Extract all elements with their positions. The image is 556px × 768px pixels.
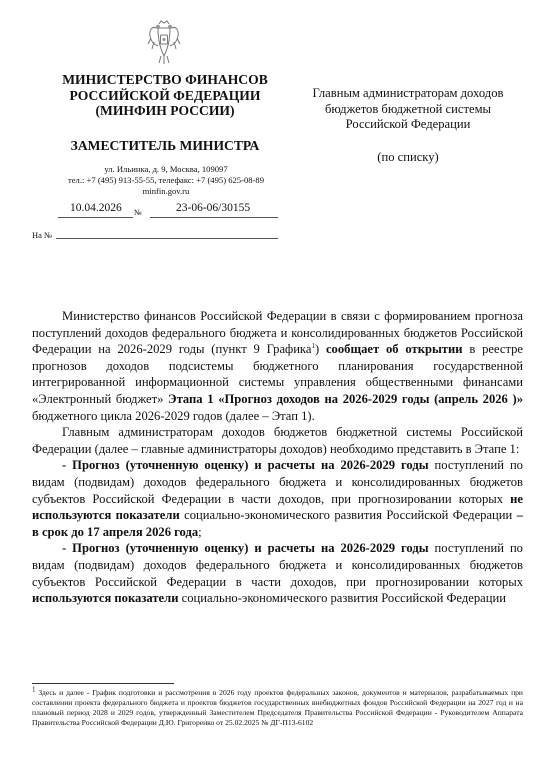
ministry-website: minfin.gov.ru	[142, 186, 190, 196]
addressee-line2: бюджетов бюджетной системы	[324, 101, 492, 116]
p4-text-1: поступлений по видам (подвидам) доходов федерального бюджета и консолидированных бюджетов субъектов Российской Федерации в части доходов, при прогнозировании которых	[32, 541, 523, 589]
by-list-note: (по списку)	[377, 150, 439, 164]
addressee-block	[298, 86, 518, 133]
p4-bold-1: - Прогноз (уточненную оценку) и расчеты на 2026-2029 годы	[62, 541, 429, 556]
ministry-name	[40, 72, 290, 119]
p3-text-3: ;	[198, 524, 202, 539]
p4-bold-2: используются показатели	[32, 591, 179, 606]
deputy-minister-title: ЗАМЕСТИТЕЛЬ МИНИСТРА	[70, 138, 260, 153]
p1-text-3: в реестре прогнозов доходов подсистемы бюджетного планирования государственной интегрированной информационной системы управления общественными финансами «Электронный бюджет»	[32, 342, 524, 406]
p3-bold-3: – в срок до 17 апреля 2026 года	[32, 508, 523, 539]
footnote	[32, 685, 523, 728]
p3-bold-2: не используются показатели	[32, 491, 523, 523]
registration-number-label: №	[134, 208, 142, 217]
footnote-mark: 1	[32, 685, 36, 694]
body-paragraph-3	[32, 457, 523, 540]
ministry-name-line3: (МИНФИН РОССИИ)	[95, 103, 235, 118]
addressee-line1: Главным администраторам доходов	[312, 86, 504, 100]
registration-date: 10.04.2026	[70, 202, 122, 214]
p1-text-4: бюджетного цикла 2026-2029 годов (далее – Этап 1).	[32, 408, 315, 423]
letter-body	[32, 308, 523, 607]
ministry-name-line1: МИНИСТЕРСТВО ФИНАНСОВ	[62, 72, 268, 87]
p1-text-2: )	[314, 342, 326, 357]
date-underline	[58, 217, 133, 218]
p3-text-2: социально-экономического развития Российской Федерации	[179, 508, 517, 523]
p4-text-2: социально-экономического развития Российской Федерации	[178, 591, 506, 606]
p1-bold-2: Этапа 1 «Прогноз доходов на 2026-2029 годы (апрель 2026 )»	[168, 391, 523, 406]
body-paragraph-1	[32, 308, 523, 424]
p1-bold-1: сообщает об открытии	[325, 342, 463, 357]
number-underline	[150, 217, 278, 218]
reference-underline	[56, 238, 278, 239]
addressee-line3: Российской Федерации	[345, 117, 471, 131]
registration-number: 23-06-06/30155	[176, 202, 251, 214]
footnote-text: Здесь и далее - График подготовки и рассмотрения в 2026 году проектов федеральных законов, документов и материалов, разрабатываемых при составлении проекта федерального бюджета и проектов бюджетов государственных внебюджетных фондов Российской Федерации на 2027 год и на плановый период 2028 и 2029 годов, утвержденный Заместителем Председателя Правительства Российской Федерации - Руководителем Аппарата Правительства Российской Федерации Д.Ю. Григоренко от 25.02.2025 № ДГ-П13-6102	[32, 688, 523, 727]
p1-text-1: Министерство финансов Российской Федерации в связи с формированием прогноза поступлений доходов федерального бюджета и консолидированных бюджетов Российской Федерации на 2026-2029 годы (пункт 9 Графика	[32, 309, 523, 357]
footnote-reference: 1	[311, 342, 315, 350]
state-emblem-icon	[146, 18, 182, 66]
p3-text-1: поступлений по видам (подвидам) доходов федерального бюджета и консолидированных бюджетов субъектов Российской Федерации в части доходов, при прогнозировании которых	[32, 458, 523, 506]
ministry-contacts	[28, 164, 304, 197]
p3-bold-1: - Прогноз (уточненную оценку) и расчеты на 2026-2029 годы	[62, 458, 429, 473]
reference-label: На №	[32, 230, 53, 240]
ministry-address: ул. Ильинка, д. 9, Москва, 109097	[104, 164, 228, 174]
ministry-phones: тел.: +7 (495) 913-55-55, телефакс: +7 (495) 625-08-89	[67, 175, 265, 185]
footnote-separator	[32, 683, 174, 684]
body-paragraph-2: Главным администраторам доходов бюджетов бюджетной системы Российской Федерации (далее – главные администраторы доходов) необходимо представить в Этапе 1:	[32, 425, 523, 456]
body-paragraph-4	[32, 540, 523, 606]
ministry-name-line2: РОССИЙСКОЙ ФЕДЕРАЦИИ	[69, 87, 261, 103]
